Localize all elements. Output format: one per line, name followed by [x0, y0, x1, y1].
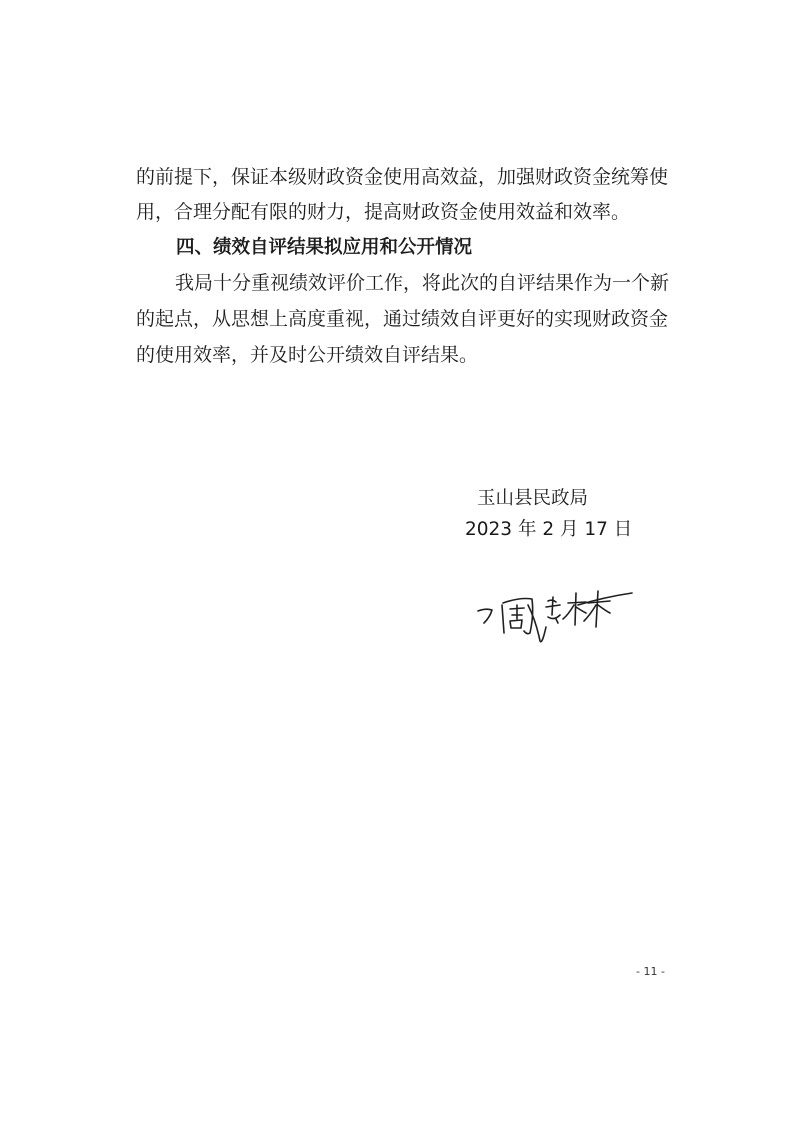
section-heading: 四、绩效自评结果拟应用和公开情况 — [176, 237, 473, 258]
signing-organization: 玉山县民政局 — [477, 488, 589, 509]
paragraph-line: 我局十分重视绩效评价工作，将此次的自评结果作为一个新 — [175, 272, 670, 294]
paragraph-line: 的前提下，保证本级财政资金使用高效益，加强财政资金统筹使 — [136, 166, 669, 188]
paragraph-line: 的使用效率，并及时公开绩效自评结果。 — [136, 344, 479, 366]
handwritten-signature — [470, 575, 640, 655]
signing-date: 2023 年 2 月 17 日 — [465, 519, 633, 540]
paragraph-line: 的起点，从思想上高度重视，通过绩效自评更好的实现财政资金 — [136, 308, 669, 330]
paragraph-line: 用，合理分配有限的财力，提高财政资金使用效益和效率。 — [136, 201, 631, 223]
page-number: - 11 - — [636, 965, 665, 978]
